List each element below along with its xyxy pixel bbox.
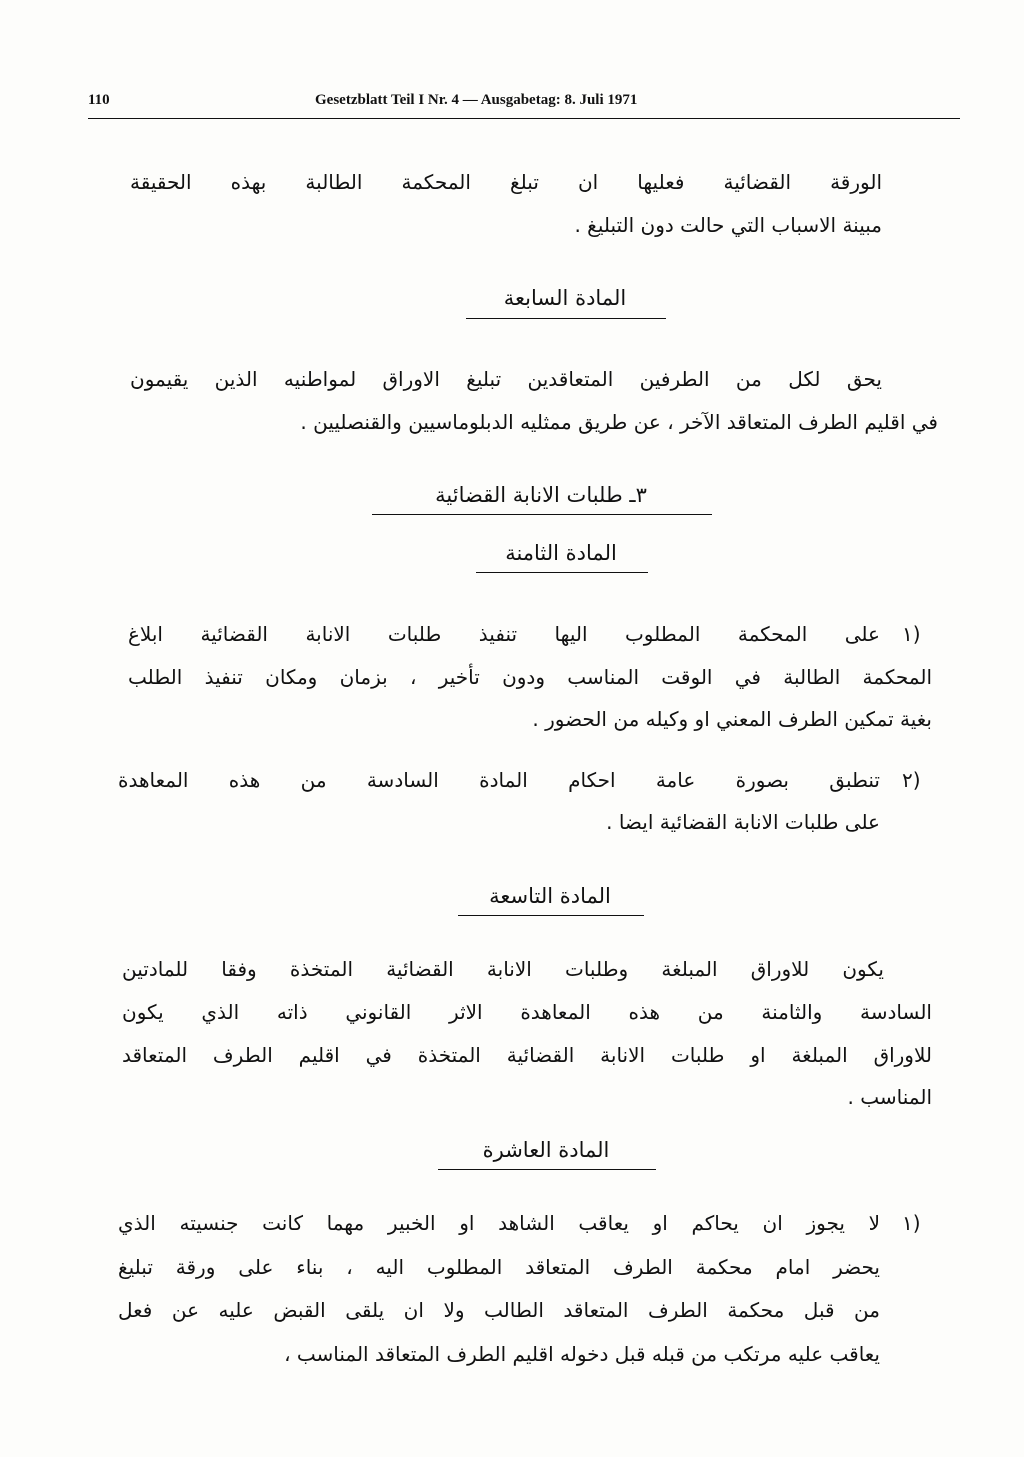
section-3-heading-underline bbox=[372, 514, 712, 515]
article-7-line-2: في اقليم الطرف المتعاقد الآخر ، عن طريق ممثليه الدبلوماسيين والقنصليين . bbox=[300, 410, 938, 434]
article-10-para-1-number: ١) bbox=[902, 1211, 921, 1235]
page-number: 110 bbox=[88, 92, 110, 108]
article-10-para-1-line-1: لا يجوز ان يحاكم او يعاقب الشاهد او الخبير مهما كانت جنسيته الذي bbox=[118, 1211, 880, 1235]
article-9-heading: المادة التاسعة bbox=[489, 884, 611, 908]
article-7-heading-underline bbox=[466, 318, 666, 319]
section-3-heading: ٣ـ طلبات الانابة القضائية bbox=[435, 483, 647, 507]
article-10-para-1-line-4: يعاقب عليه مرتكب من قبله قبل دخوله اقليم الطرف المتعاقد المناسب ، bbox=[284, 1342, 880, 1366]
article-9-line-1: يكون للاوراق المبلغة وطلبات الانابة القضائية المتخذة وفقا للمادتين bbox=[122, 957, 884, 981]
article-10-para-1-line-2: يحضر امام محكمة الطرف المتعاقد المطلوب اليه ، بناء على ورقة تبليغ bbox=[118, 1255, 880, 1279]
article-9-line-4: المناسب . bbox=[847, 1085, 932, 1109]
article-8-heading: المادة الثامنة bbox=[505, 541, 617, 565]
article-10-para-1-line-3: من قبل محكمة الطرف المتعاقد الطالب ولا ان يلقى القبض عليه عن فعل bbox=[118, 1298, 880, 1322]
article-8-para-1-number: ١) bbox=[902, 622, 921, 646]
article-9-line-2: السادسة والثامنة من هذه المعاهدة الاثر القانوني ذاته الذي يكون bbox=[122, 1000, 932, 1024]
article-8-para-2-number: ٢) bbox=[902, 768, 921, 792]
article-8-para-2-line-1: تنطبق بصورة عامة احكام المادة السادسة من هذه المعاهدة bbox=[118, 768, 880, 792]
article-9-line-3: للاوراق المبلغة او طلبات الانابة القضائية المتخذة في اقليم الطرف المتعاقد bbox=[122, 1043, 932, 1067]
running-title: Gesetzblatt Teil I Nr. 4 — Ausgabetag: 8. Juli 1971 bbox=[315, 92, 638, 108]
article-10-heading: المادة العاشرة bbox=[482, 1138, 610, 1162]
article-10-heading-underline bbox=[438, 1169, 656, 1170]
running-header bbox=[88, 90, 960, 114]
article-7-line-1: يحق لكل من الطرفين المتعاقدين تبليغ الاوراق لمواطنيه الذين يقيمون bbox=[130, 367, 882, 391]
article-8-para-1-line-3: بغية تمكين الطرف المعني او وكيله من الحضور . bbox=[532, 707, 932, 731]
article-8-para-1-line-2: المحكمة الطالبة في الوقت المناسب ودون تأخير ، بزمان ومكان تنفيذ الطلب bbox=[128, 665, 932, 689]
article-9-heading-underline bbox=[458, 915, 644, 916]
intro-line-1: الورقة القضائية فعليها ان تبلغ المحكمة الطالبة بهذه الحقيقة bbox=[130, 170, 882, 194]
article-7-heading: المادة السابعة bbox=[503, 286, 627, 310]
intro-line-2: مبينة الاسباب التي حالت دون التبليغ . bbox=[574, 213, 882, 237]
article-8-para-2-line-2: على طلبات الانابة القضائية ايضا . bbox=[606, 810, 880, 834]
article-8-heading-underline bbox=[476, 572, 648, 573]
article-8-para-1-line-1: على المحكمة المطلوب اليها تنفيذ طلبات الانابة القضائية ابلاغ bbox=[128, 622, 880, 646]
header-rule bbox=[88, 118, 960, 119]
